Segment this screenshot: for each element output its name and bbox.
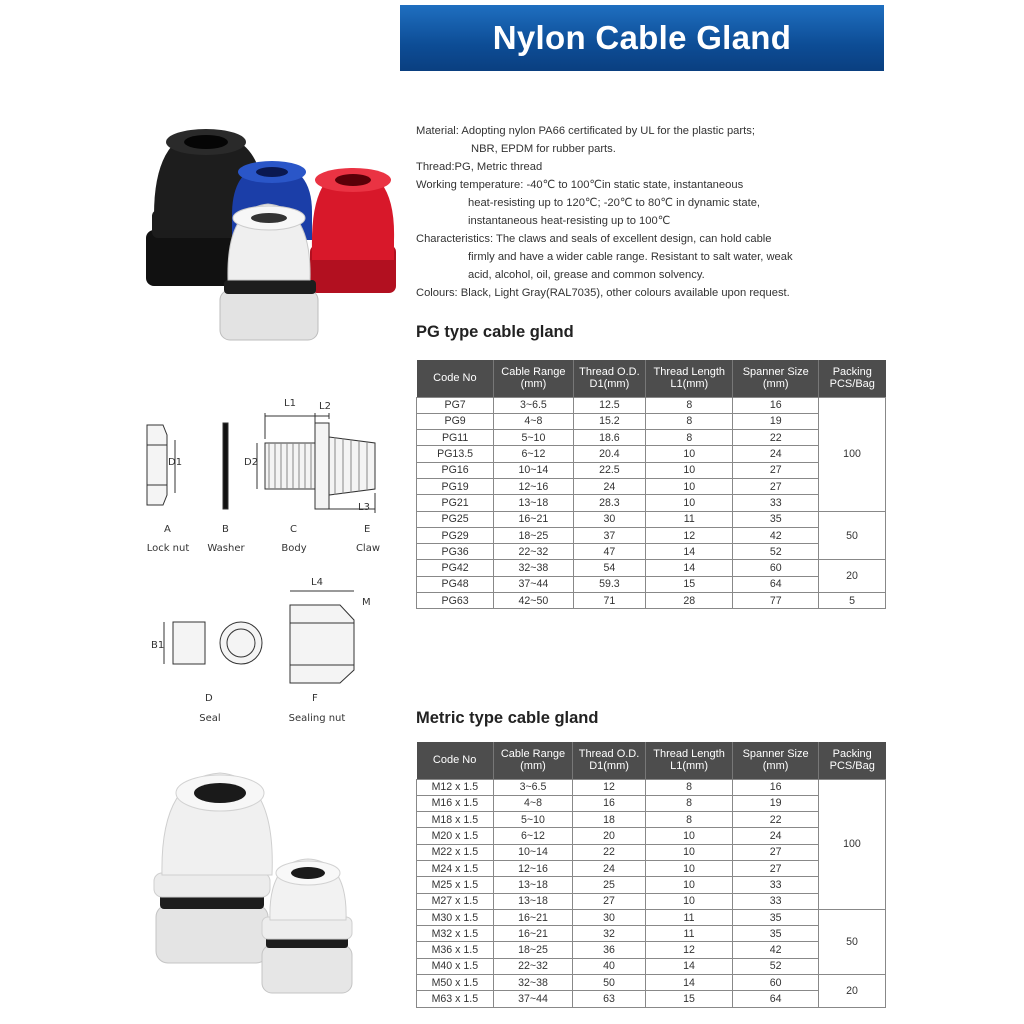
cell-thread-length: 8 — [645, 795, 732, 811]
cell-packing: 5 — [819, 593, 886, 609]
table-row — [417, 397, 886, 413]
dim-l2: L2 — [319, 401, 331, 412]
cell-cable-range: 10~14 — [494, 462, 573, 478]
cell-thread-length: 10 — [645, 877, 732, 893]
cell-thread-od: 12 — [573, 779, 646, 795]
cell-cable-range: 32~38 — [494, 560, 573, 576]
part-b-name: Washer — [207, 543, 245, 554]
cell-packing: 50 — [819, 511, 886, 560]
pg-section-title: PG type cable gland — [416, 323, 574, 341]
cell-spanner-size: 77 — [733, 593, 819, 609]
cell-spanner-size: 42 — [733, 527, 819, 543]
table-row — [417, 413, 886, 429]
cell-spanner-size: 27 — [733, 860, 819, 876]
part-f-letter: F — [312, 693, 318, 704]
cell-spanner-size: 27 — [733, 478, 819, 494]
cell-thread-od: 30 — [573, 909, 646, 925]
table-row — [417, 430, 886, 446]
part-e-letter: E — [364, 524, 371, 535]
cell-thread-length: 10 — [645, 893, 732, 909]
cell-code: M36 x 1.5 — [417, 942, 494, 958]
table-row — [417, 544, 886, 560]
cell-thread-od: 37 — [573, 527, 646, 543]
header-spanner-size: Spanner Size (mm) — [733, 742, 819, 779]
cell-spanner-size: 52 — [733, 958, 819, 974]
header-code: Code No — [417, 360, 494, 397]
table-row — [417, 926, 886, 942]
table-row — [417, 527, 886, 543]
cell-code: PG16 — [417, 462, 494, 478]
table-row — [417, 462, 886, 478]
colored-glands-photo — [140, 120, 410, 350]
cell-spanner-size: 16 — [733, 779, 819, 795]
cell-thread-od: 24 — [573, 860, 646, 876]
header-packing: Packing PCS/Bag — [819, 360, 886, 397]
cell-thread-length: 8 — [645, 779, 732, 795]
cell-code: PG48 — [417, 576, 494, 592]
cell-thread-length: 11 — [645, 909, 732, 925]
cell-thread-od: 50 — [573, 975, 646, 991]
cell-thread-length: 15 — [646, 576, 733, 592]
dim-b1: B1 — [151, 640, 165, 651]
cell-code: PG63 — [417, 593, 494, 609]
cell-cable-range: 3~6.5 — [493, 779, 573, 795]
cell-thread-od: 12.5 — [573, 397, 646, 413]
cell-thread-length: 10 — [645, 860, 732, 876]
part-a-letter: A — [164, 524, 171, 535]
cell-thread-od: 71 — [573, 593, 646, 609]
cell-thread-length: 28 — [646, 593, 733, 609]
dim-m: M — [362, 597, 371, 608]
cell-code: M18 x 1.5 — [417, 812, 494, 828]
colours-text: Black, Light Gray(RAL7035), other colours available upon request. — [460, 287, 790, 299]
cell-packing: 50 — [818, 909, 885, 974]
pg-spec-table — [416, 360, 886, 609]
metric-section-title: Metric type cable gland — [416, 709, 599, 727]
cell-code: PG29 — [417, 527, 494, 543]
cell-cable-range: 6~12 — [493, 828, 573, 844]
table-row — [417, 991, 886, 1007]
cell-code: PG19 — [417, 478, 494, 494]
table-row — [417, 860, 886, 876]
dim-l3: L3 — [358, 502, 370, 513]
cell-thread-od: 30 — [573, 511, 646, 527]
cell-thread-od: 22.5 — [573, 462, 646, 478]
cell-cable-range: 12~16 — [493, 860, 573, 876]
temperature-text: -40℃ to 100℃in static state, instantaneous — [526, 179, 744, 191]
colours-label: Colours: — [416, 287, 458, 299]
cell-cable-range: 16~21 — [494, 511, 573, 527]
cell-thread-length: 12 — [646, 527, 733, 543]
cell-spanner-size: 24 — [733, 446, 819, 462]
cell-thread-od: 24 — [573, 478, 646, 494]
cell-cable-range: 4~8 — [494, 413, 573, 429]
table-row — [417, 812, 886, 828]
cell-thread-od: 47 — [573, 544, 646, 560]
temperature-label: Working temperature: — [416, 179, 524, 191]
table-row — [417, 795, 886, 811]
cell-thread-length: 14 — [646, 544, 733, 560]
cell-code: PG7 — [417, 397, 494, 413]
cell-cable-range: 18~25 — [493, 942, 573, 958]
part-a-name: Lock nut — [146, 543, 190, 554]
cell-thread-length: 11 — [646, 511, 733, 527]
cell-spanner-size: 22 — [733, 812, 819, 828]
cell-packing: 20 — [818, 975, 885, 1008]
cell-thread-length: 10 — [645, 844, 732, 860]
cell-thread-od: 59.3 — [573, 576, 646, 592]
cell-thread-od: 15.2 — [573, 413, 646, 429]
dim-l4: L4 — [311, 577, 323, 588]
dim-l1: L1 — [284, 398, 296, 409]
cell-thread-length: 14 — [645, 958, 732, 974]
cell-thread-length: 8 — [645, 812, 732, 828]
technical-drawing — [135, 395, 395, 545]
table-row — [417, 576, 886, 592]
cell-cable-range: 12~16 — [494, 478, 573, 494]
cell-code: M30 x 1.5 — [417, 909, 494, 925]
cell-spanner-size: 60 — [733, 560, 819, 576]
characteristics-text-3: acid, alcohol, oil, grease and common solvency. — [468, 269, 705, 281]
cell-spanner-size: 64 — [733, 576, 819, 592]
cell-cable-range: 4~8 — [493, 795, 573, 811]
table-row — [417, 828, 886, 844]
cell-cable-range: 13~18 — [494, 495, 573, 511]
cell-code: M16 x 1.5 — [417, 795, 494, 811]
header-spanner-size: Spanner Size (mm) — [733, 360, 819, 397]
cell-spanner-size: 42 — [733, 942, 819, 958]
header-thread-length: Thread Length L1(mm) — [645, 742, 732, 779]
cell-thread-length: 11 — [645, 926, 732, 942]
cell-spanner-size: 27 — [733, 844, 819, 860]
cell-spanner-size: 33 — [733, 893, 819, 909]
cell-thread-od: 22 — [573, 844, 646, 860]
cell-code: M63 x 1.5 — [417, 991, 494, 1007]
cell-thread-od: 27 — [573, 893, 646, 909]
table-row — [417, 511, 886, 527]
header-thread-od: Thread O.D. D1(mm) — [573, 360, 646, 397]
part-c-letter: C — [290, 524, 297, 535]
cell-packing: 20 — [819, 560, 886, 593]
cell-packing: 100 — [819, 397, 886, 511]
cell-cable-range: 22~32 — [493, 958, 573, 974]
cell-spanner-size: 27 — [733, 462, 819, 478]
cell-spanner-size: 35 — [733, 926, 819, 942]
temperature-text-2: heat-resisting up to 120℃; -20℃ to 80℃ in dynamic state, — [468, 197, 761, 209]
cell-cable-range: 32~38 — [493, 975, 573, 991]
cell-thread-length: 12 — [645, 942, 732, 958]
header-thread-od: Thread O.D. D1(mm) — [573, 742, 646, 779]
cell-code: PG11 — [417, 430, 494, 446]
header-cable-range: Cable Range (mm) — [493, 742, 573, 779]
header-cable-range: Cable Range (mm) — [494, 360, 573, 397]
table-row — [417, 478, 886, 494]
cell-code: M22 x 1.5 — [417, 844, 494, 860]
cell-cable-range: 37~44 — [493, 991, 573, 1007]
table-row — [417, 975, 886, 991]
table-row — [417, 909, 886, 925]
cell-spanner-size: 22 — [733, 430, 819, 446]
table-row — [417, 877, 886, 893]
cell-cable-range: 18~25 — [494, 527, 573, 543]
cell-cable-range: 22~32 — [494, 544, 573, 560]
cell-spanner-size: 24 — [733, 828, 819, 844]
cell-thread-length: 10 — [645, 828, 732, 844]
cell-thread-length: 15 — [645, 991, 732, 1007]
table-row — [417, 844, 886, 860]
cell-spanner-size: 16 — [733, 397, 819, 413]
dim-d2: D2 — [244, 457, 259, 468]
part-d-letter: D — [205, 693, 213, 704]
cell-thread-od: 20 — [573, 828, 646, 844]
page-title: Nylon Cable Gland — [492, 19, 792, 56]
material-label: Material: — [416, 125, 459, 137]
cell-cable-range: 16~21 — [493, 909, 573, 925]
cell-spanner-size: 33 — [733, 877, 819, 893]
cell-thread-length: 8 — [646, 430, 733, 446]
cell-thread-length: 8 — [646, 413, 733, 429]
cell-thread-od: 20.4 — [573, 446, 646, 462]
cell-packing: 100 — [818, 779, 885, 909]
cell-thread-length: 10 — [646, 478, 733, 494]
cell-code: M27 x 1.5 — [417, 893, 494, 909]
table-row — [417, 560, 886, 576]
cell-cable-range: 3~6.5 — [494, 397, 573, 413]
cell-thread-length: 14 — [646, 560, 733, 576]
metric-spec-table — [416, 742, 886, 1008]
table-row — [417, 495, 886, 511]
cell-thread-od: 28.3 — [573, 495, 646, 511]
cell-spanner-size: 19 — [733, 795, 819, 811]
cell-thread-od: 36 — [573, 942, 646, 958]
cell-spanner-size: 35 — [733, 511, 819, 527]
cell-thread-od: 54 — [573, 560, 646, 576]
cell-code: M25 x 1.5 — [417, 877, 494, 893]
table-row — [417, 779, 886, 795]
cell-thread-od: 32 — [573, 926, 646, 942]
cell-code: PG13.5 — [417, 446, 494, 462]
cell-spanner-size: 19 — [733, 413, 819, 429]
cell-code: PG36 — [417, 544, 494, 560]
title-banner — [400, 5, 884, 71]
cell-code: M12 x 1.5 — [417, 779, 494, 795]
cell-thread-od: 18 — [573, 812, 646, 828]
cell-spanner-size: 33 — [733, 495, 819, 511]
cell-code: M40 x 1.5 — [417, 958, 494, 974]
part-b-letter: B — [222, 524, 229, 535]
cell-thread-od: 63 — [573, 991, 646, 1007]
material-text-2: NBR, EPDM for rubber parts. — [471, 143, 616, 155]
cell-code: M32 x 1.5 — [417, 926, 494, 942]
cell-thread-od: 18.6 — [573, 430, 646, 446]
cell-cable-range: 5~10 — [493, 812, 573, 828]
cell-code: M50 x 1.5 — [417, 975, 494, 991]
header-code: Code No — [417, 742, 494, 779]
thread-text: Thread:PG, Metric thread — [416, 161, 543, 173]
cell-code: PG21 — [417, 495, 494, 511]
cell-cable-range: 5~10 — [494, 430, 573, 446]
cell-code: M20 x 1.5 — [417, 828, 494, 844]
gray-glands-photo — [150, 765, 370, 1000]
cell-spanner-size: 35 — [733, 909, 819, 925]
cell-thread-od: 25 — [573, 877, 646, 893]
cell-cable-range: 37~44 — [494, 576, 573, 592]
characteristics-text-2: firmly and have a wider cable range. Resistant to salt water, weak — [468, 251, 793, 263]
cell-code: PG42 — [417, 560, 494, 576]
seal-drawing — [140, 575, 380, 685]
table-row — [417, 593, 886, 609]
table-row — [417, 446, 886, 462]
cell-cable-range: 42~50 — [494, 593, 573, 609]
temperature-text-3: instantaneous heat-resisting up to 100℃ — [468, 215, 671, 227]
cell-thread-length: 10 — [646, 462, 733, 478]
cell-cable-range: 16~21 — [493, 926, 573, 942]
table-row — [417, 958, 886, 974]
part-f-name: Sealing nut — [288, 713, 346, 724]
cell-cable-range: 13~18 — [493, 877, 573, 893]
dim-d1: D1 — [168, 457, 183, 468]
cell-spanner-size: 60 — [733, 975, 819, 991]
specifications — [416, 122, 886, 302]
cell-thread-od: 40 — [573, 958, 646, 974]
cell-thread-length: 10 — [646, 446, 733, 462]
cell-code: PG25 — [417, 511, 494, 527]
characteristics-label: Characteristics: — [416, 233, 494, 245]
part-c-name: Body — [281, 543, 307, 554]
cell-thread-od: 16 — [573, 795, 646, 811]
part-d-name: Seal — [199, 713, 221, 724]
header-packing: Packing PCS/Bag — [818, 742, 885, 779]
table-row — [417, 942, 886, 958]
cell-thread-length: 14 — [645, 975, 732, 991]
cell-cable-range: 13~18 — [493, 893, 573, 909]
cell-thread-length: 10 — [646, 495, 733, 511]
cell-code: M24 x 1.5 — [417, 860, 494, 876]
cell-cable-range: 10~14 — [493, 844, 573, 860]
cell-spanner-size: 64 — [733, 991, 819, 1007]
material-text: Adopting nylon PA66 certificated by UL for the plastic parts; — [461, 125, 755, 137]
cell-thread-length: 8 — [646, 397, 733, 413]
cell-spanner-size: 52 — [733, 544, 819, 560]
cell-code: PG9 — [417, 413, 494, 429]
characteristics-text: The claws and seals of excellent design, can hold cable — [496, 233, 772, 245]
part-e-name: Claw — [355, 543, 381, 554]
cell-cable-range: 6~12 — [494, 446, 573, 462]
header-thread-length: Thread Length L1(mm) — [646, 360, 733, 397]
table-row — [417, 893, 886, 909]
